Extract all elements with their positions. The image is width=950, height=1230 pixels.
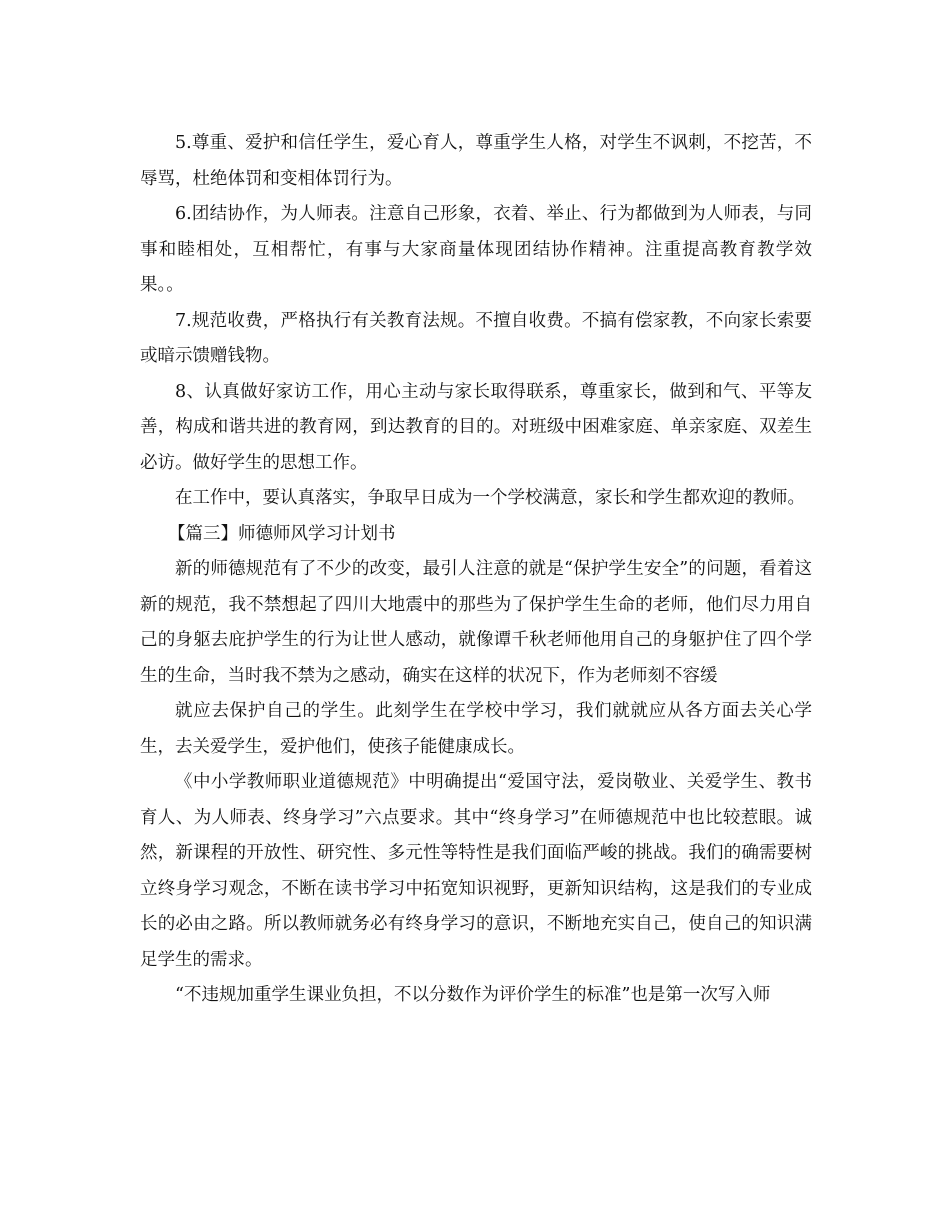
document-body: [140, 126, 812, 1014]
section-paragraph-intro: 新的师德规范有了不少的改变，最引人注意的就是“保护学生安全”的问题，看着这新的规范，我不禁想起了四川大地震中的那些为了保护学生生命的老师，他们尽力用自己的身躯去庇护学生的行为让世人感动，就像谭千秋老师他用自己的身躯护住了四个学生的生命，当时我不禁为之感动，确实在这样的状况下，作为老师刻不容缓: [140, 559, 812, 686]
paragraph-item-5: 5.尊重、爱护和信任学生，爱心育人，尊重学生人格，对学生不讽刺，不挖苦，不辱骂，杜绝体罚和变相体罚行为。: [140, 133, 812, 189]
section-heading: 【篇三】师德师风学习计划书: [168, 523, 396, 544]
paragraph-item-6: 6.团结协作，为人师表。注意自己形象，衣着、举止、行为都做到为人师表，与同事和睦相处，互相帮忙，有事与大家商量体现团结协作精神。注重提高教育教学效果。。: [140, 204, 812, 295]
section-paragraph-protect: 就应去保护自己的学生。此刻学生在学校中学习，我们就就应从各方面去关心学生，去关爱学生，爱护他们，使孩子能健康成长。: [140, 701, 812, 757]
paragraph-item-8: 8、认真做好家访工作，用心主动与家长取得联系，尊重家长，做到和气、平等友善，构成和谐共进的教育网，到达教育的目的。对班级中困难家庭、单亲家庭、双差生必访。做好学生的思想工作。: [140, 381, 812, 473]
section-paragraph-burden: “不违规加重学生课业负担，不以分数作为评价学生的标准”也是第一次写入师: [175, 985, 771, 1005]
paragraph-item-7: 7.规范收费，严格执行有关教育法规。不擅自收费。不搞有偿家教，不向家长索要或暗示馈赠钱物。: [140, 310, 812, 366]
section-paragraph-norms: 《中小学教师职业道德规范》中明确提出“爱国守法，爱岗敬业、关爱学生、教书育人、为人师表、终身学习”六点要求。其中“终身学习”在师德规范中也比较惹眼。诚然，新课程的开放性、研究性、多元性等特性是我们面临严峻的挑战。我们的确需要树立终身学习观念，不断在读书学习中拓宽知识视野，更新知识结构，这是我们的专业成长的必由之路。所以教师就务必有终身学习的意识，不断地充实自己，使自己的知识满足学生的需求。: [140, 772, 812, 970]
paragraph-conclusion: 在工作中，要认真落实，争取早日成为一个学校满意，家长和学生都欢迎的教师。: [175, 488, 805, 508]
